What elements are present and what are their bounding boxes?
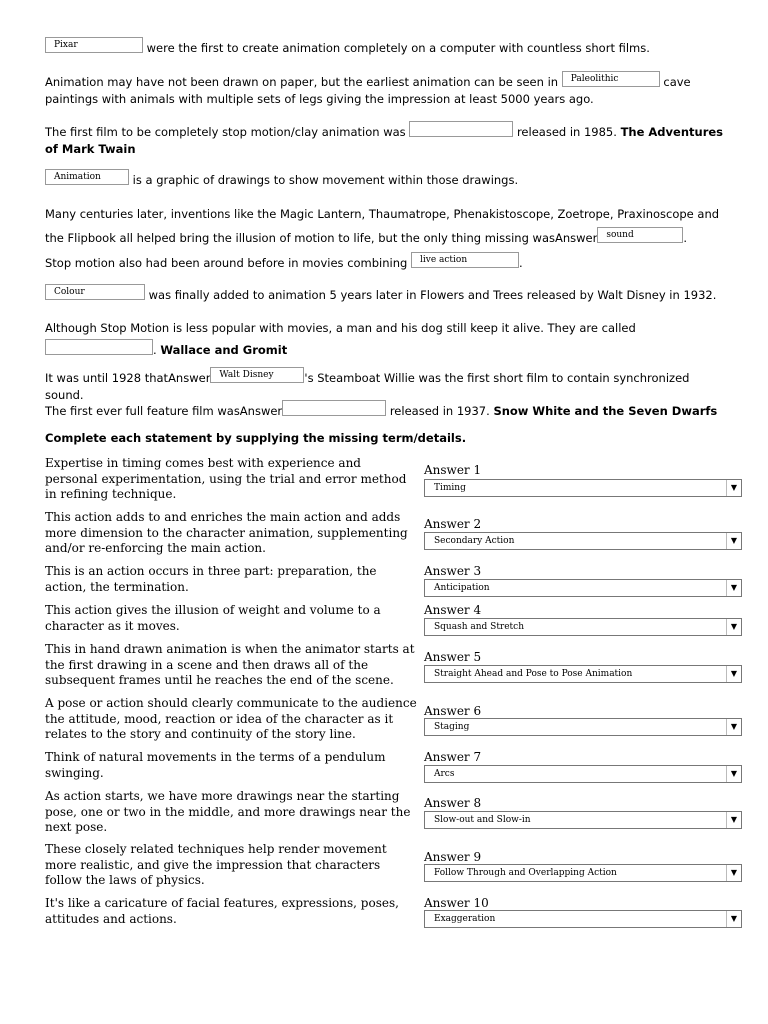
answer-field-7[interactable]: Colour: [45, 284, 145, 300]
statement: This in hand drawn animation is when the animator starts at the first drawing in a scene and then draws all of the subsequent frames until he reaches the end of the scene.: [45, 642, 415, 687]
answer-label: Answer 7: [424, 750, 482, 764]
question-text: released in 1937.: [389, 404, 490, 418]
selected-value: Secondary Action: [434, 536, 515, 546]
answer-key: Snow White and the Seven Dwarfs: [493, 404, 718, 418]
answer-label: Answer 10: [424, 896, 489, 910]
question-text: Many centuries later, inventions like the Magic Lantern, Thaumatrope, Phenakistoscope, Zoetrope, Praxinoscope and the Flipbook all helped bring the illusion of motion to life, but the only thing missing wasAnswer: [45, 207, 720, 245]
question-text: It was until 1928 thatAnswer: [45, 371, 211, 385]
answer-field-8[interactable]: [45, 339, 153, 355]
answer-label: Answer 4: [424, 603, 482, 617]
dropdown-arrow-icon[interactable]: ▼: [726, 911, 741, 927]
question-3: [45, 124, 725, 157]
question-text: The first film to be completely stop motion/clay animation was: [45, 125, 406, 139]
statement: As action starts, we have more drawings near the starting pose, one or two in the middle, and more drawings near the next pose.: [45, 789, 411, 834]
selected-value: Arcs: [434, 769, 455, 779]
matching-heading: Complete each statement by supplying the missing term/details.: [45, 431, 467, 445]
answer-label: Answer 5: [424, 650, 482, 664]
answer-label: Answer 6: [424, 704, 482, 718]
answer-select-1[interactable]: [424, 479, 742, 497]
question-text: was finally added to animation 5 years later in Flowers and Trees released by Walt Disney in 1932.: [148, 288, 717, 302]
question-text: were the first to create animation completely on a computer with countless short films.: [146, 41, 650, 55]
dropdown-arrow-icon[interactable]: ▼: [726, 580, 741, 596]
question-text: 's Steamboat Willie was the first short film to contain synchronized sound.: [45, 371, 690, 402]
dropdown-arrow-icon[interactable]: ▼: [726, 619, 741, 635]
dropdown-arrow-icon[interactable]: ▼: [726, 766, 741, 782]
selected-value: Exaggeration: [434, 914, 496, 924]
question-9: [45, 370, 725, 403]
selected-value: Squash and Stretch: [434, 622, 525, 632]
question-text: Stop motion also had been around before in movies combining: [45, 256, 408, 270]
answer-field-4[interactable]: Animation: [45, 169, 129, 185]
question-6: [45, 255, 725, 272]
question-text: .: [518, 256, 523, 270]
dropdown-arrow-icon[interactable]: ▼: [726, 666, 741, 682]
answer-field-2[interactable]: Paleolithic: [562, 71, 660, 87]
answer-select-9[interactable]: [424, 864, 742, 882]
question-2: [45, 74, 725, 107]
answer-label: Answer 8: [424, 796, 482, 810]
answer-select-7[interactable]: [424, 765, 742, 783]
statement: A pose or action should clearly communicate to the audience the attitude, mood, reaction or idea of the character as it relates to the story and continuity of the story line.: [45, 696, 417, 741]
selected-value: Follow Through and Overlapping Action: [434, 868, 617, 878]
statement: It's like a caricature of facial features, expressions, poses, attitudes and actions.: [45, 896, 399, 926]
answer-select-10[interactable]: [424, 910, 742, 928]
question-text: is a graphic of drawings to show movement within those drawings.: [132, 173, 519, 187]
answer-field-6[interactable]: live action: [411, 252, 519, 268]
statement: This action gives the illusion of weight and volume to a character as it moves.: [45, 603, 381, 633]
answer-key: Wallace and Gromit: [160, 343, 288, 357]
dropdown-arrow-icon[interactable]: ▼: [726, 865, 741, 881]
question-text: released in 1985.: [516, 125, 617, 139]
answer-label: Answer 3: [424, 564, 482, 578]
statement: These closely related techniques help render movement more realistic, and give the impression that characters follow the laws of physics.: [45, 842, 387, 887]
answer-select-4[interactable]: [424, 618, 742, 636]
answer-key: The Adventures of Mark Twain: [45, 125, 724, 156]
answer-select-8[interactable]: [424, 811, 742, 829]
selected-value: Anticipation: [434, 583, 490, 593]
answer-field-9[interactable]: Walt Disney: [210, 367, 304, 383]
answer-select-2[interactable]: [424, 532, 742, 550]
answer-field-1[interactable]: Pixar: [45, 37, 143, 53]
question-10: [45, 403, 725, 420]
selected-value: Timing: [434, 483, 466, 493]
dropdown-arrow-icon[interactable]: ▼: [726, 812, 741, 828]
question-1: [45, 40, 725, 57]
question-text: Although Stop Motion is less popular with movies, a man and his dog still keep it alive. They are called: [45, 321, 636, 335]
dropdown-arrow-icon[interactable]: ▼: [726, 480, 741, 496]
statement: Think of natural movements in the terms of a pendulum swinging.: [45, 750, 386, 780]
statement: This action adds to and enriches the main action and adds more dimension to the character animation, supplementing and/or re-enforcing the main action.: [45, 510, 408, 555]
answer-select-5[interactable]: [424, 665, 742, 683]
selected-value: Straight Ahead and Pose to Pose Animation: [434, 669, 633, 679]
dropdown-arrow-icon[interactable]: ▼: [726, 533, 741, 549]
answer-field-10[interactable]: [282, 400, 386, 416]
selected-value: Staging: [434, 722, 470, 732]
question-5: [45, 202, 725, 250]
answer-label: Answer 2: [424, 517, 482, 531]
answer-label: Answer 1: [424, 463, 482, 477]
statement: This is an action occurs in three part: preparation, the action, the termination.: [45, 564, 377, 594]
dropdown-arrow-icon[interactable]: ▼: [726, 719, 741, 735]
question-7: [45, 287, 725, 304]
question-text: The first ever full feature film wasAnswer: [45, 404, 283, 418]
answer-select-3[interactable]: [424, 579, 742, 597]
answer-field-3[interactable]: [409, 121, 513, 137]
answer-select-6[interactable]: [424, 718, 742, 736]
question-text: cave paintings with animals with multiple sets of legs giving the impression at least 5000 years ago.: [45, 75, 691, 106]
question-text: .: [153, 343, 157, 357]
question-text: .: [683, 231, 687, 245]
question-text: Animation may have not been drawn on paper, but the earliest animation can be seen in: [45, 75, 559, 89]
answer-label: Answer 9: [424, 850, 482, 864]
answer-field-5[interactable]: sound: [597, 227, 683, 243]
question-8: [45, 317, 725, 361]
statement: Expertise in timing comes best with experience and personal experimentation, using the trial and error method in refining technique.: [45, 456, 407, 501]
selected-value: Slow-out and Slow-in: [434, 815, 531, 825]
question-4: [45, 172, 725, 189]
